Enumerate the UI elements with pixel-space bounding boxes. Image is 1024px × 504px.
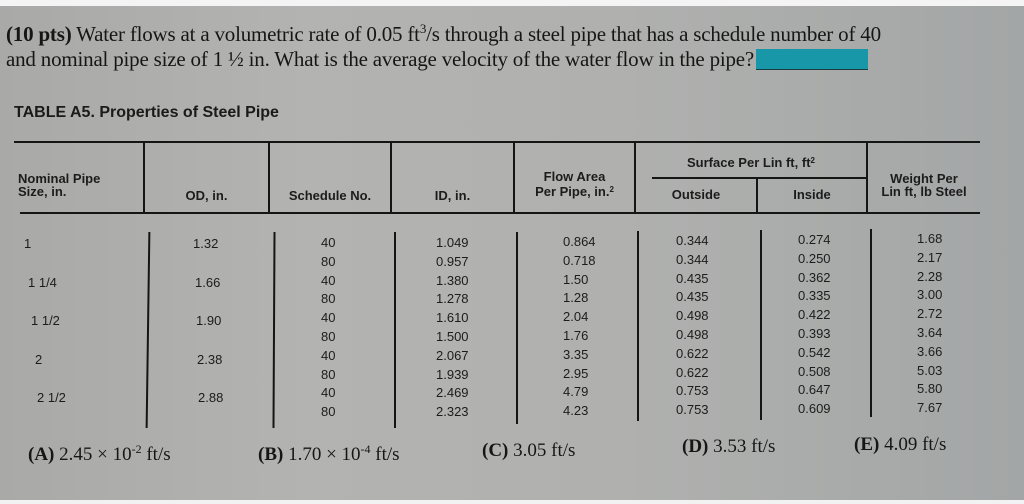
surface-inside-column: 0.274 0.250 0.362 0.335 0.422 0.393 0.542 0.508 0.647 0.609 (798, 232, 831, 417)
choice-d[interactable]: (D) 3.53 ft/s (682, 436, 776, 457)
table-top-rule (14, 141, 980, 143)
weight-column: 1.68 2.17 2.28 3.00 2.72 3.64 3.66 5.03 5.80 7.67 (917, 231, 943, 416)
column-divider (394, 232, 396, 428)
header-surface: Surface Per Lin ft, $ft^2$ (687, 155, 815, 170)
question-line-2: and nominal pipe size of 1 ½ in. What is the average velocity of the water flow in the pipe? (6, 47, 1016, 72)
question-line-1: (10 pts) Water flows at a volumetric rate of 0.05 $ft^3/s$ through a steel pipe that has a schedule number of 40 (6, 21, 881, 46)
header-surface-outside: Outside (671, 187, 721, 202)
header-divider (390, 143, 392, 213)
question-text (6, 16, 1016, 72)
header-od: OD, in. (185, 188, 228, 203)
column-divider (516, 232, 518, 424)
bottom-border (0, 500, 1024, 504)
table-header-bottom-rule (20, 212, 980, 214)
choice-b[interactable]: (B) $1.70 \times 10^{-4}$ ft/s (258, 442, 400, 465)
od-cell: 1.32 (193, 236, 219, 251)
od-cell: 1.66 (195, 275, 221, 290)
header-flow-area: Flow Area Per Pipe, in.$^2$ (535, 169, 614, 199)
nominal-size-cell: 2 (35, 352, 43, 367)
od-cell: 2.38 (197, 352, 223, 367)
column-divider (637, 231, 639, 421)
nominal-size-cell: 1 1/4 (28, 275, 57, 290)
header-surface-inside: Inside (793, 187, 831, 202)
header-weight: Weight Per Lin ft, lb Steel (881, 171, 967, 199)
header-schedule: Schedule No. (288, 188, 372, 203)
schedule-column: 40 80 40 80 40 80 40 80 40 80 (321, 235, 336, 420)
column-divider (146, 232, 151, 428)
choice-a[interactable]: (A) $2.45 \times 10^{-2}$ ft/s (28, 442, 171, 465)
id-column: 1.049 0.957 1.380 1.278 1.610 1.500 2.067 1.939 2.469 2.323 (436, 235, 469, 420)
nominal-size-cell: 1 (24, 236, 32, 251)
od-cell: 1.90 (196, 313, 222, 328)
surface-subheader-rule (652, 177, 868, 179)
nominal-size-cell: 2 1/2 (37, 390, 66, 405)
column-divider (272, 232, 275, 428)
table-title: TABLE A5. Properties of Steel Pipe (14, 104, 279, 121)
header-nominal-size: Nominal Pipe Size, in. (18, 171, 101, 199)
points-label: (10 pts) (6, 22, 72, 46)
header-id: ID, in. (434, 188, 471, 203)
answer-blank[interactable] (756, 49, 868, 70)
od-cell: 2.88 (198, 390, 224, 405)
flow-area-column: 0.864 0.718 1.50 1.28 2.04 1.76 3.35 2.95 4.79 4.23 (563, 234, 596, 419)
header-divider (268, 143, 270, 213)
surface-outside-column: 0.344 0.344 0.435 0.435 0.498 0.498 0.622 0.622 0.753 0.753 (676, 233, 709, 418)
choice-e[interactable]: (E) 4.09 ft/s (854, 434, 947, 455)
top-border (0, 0, 1024, 6)
column-divider (760, 230, 762, 420)
nominal-size-cell: 1 1/2 (31, 313, 60, 328)
choice-c[interactable]: (C) 3.05 ft/s (482, 440, 576, 461)
column-divider (870, 229, 872, 417)
header-divider (143, 143, 145, 213)
